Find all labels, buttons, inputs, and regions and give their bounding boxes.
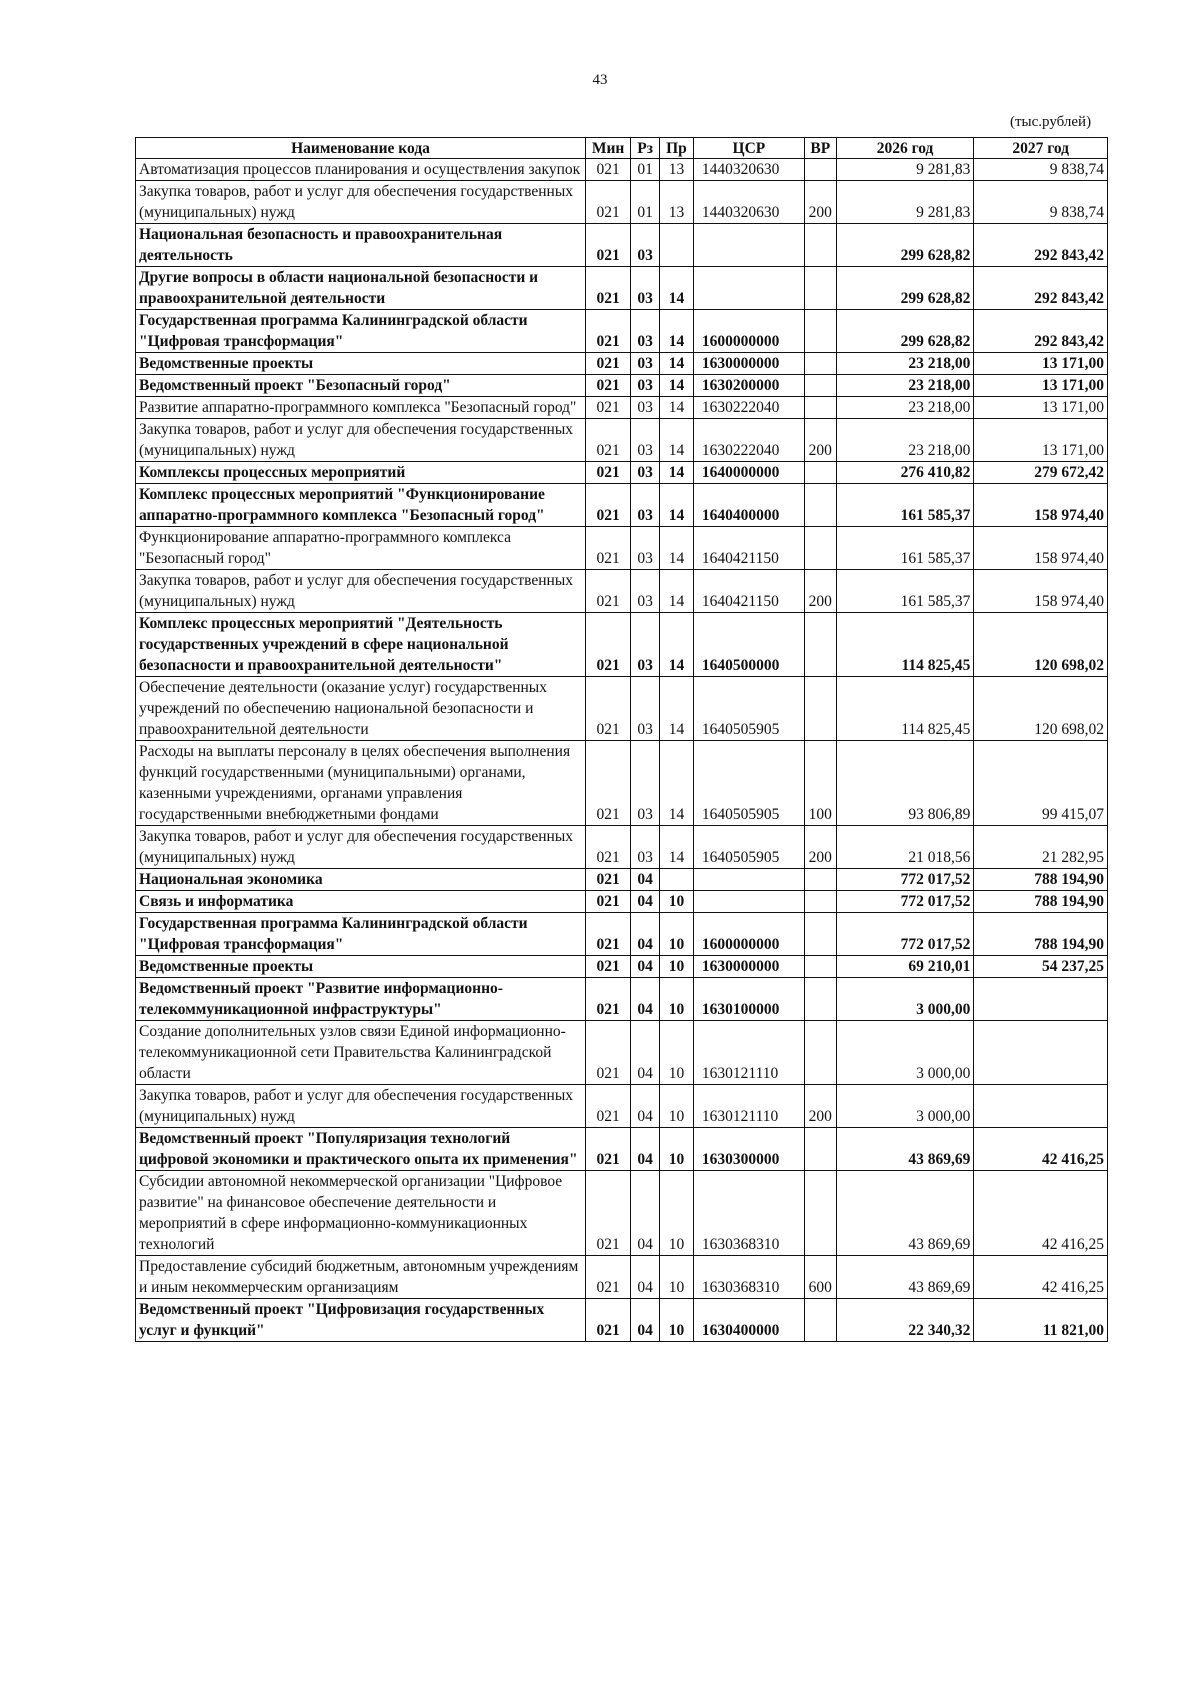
cell-2027: 279 672,42 xyxy=(974,462,1108,484)
cell-pr: 14 xyxy=(660,484,694,527)
cell-min: 021 xyxy=(586,1021,631,1085)
cell-2026: 23 218,00 xyxy=(836,397,974,419)
cell-csr: 1640400000 xyxy=(693,484,804,527)
cell-2026: 3 000,00 xyxy=(836,1021,974,1085)
table-row xyxy=(136,891,1108,913)
cell-2026: 3 000,00 xyxy=(836,978,974,1021)
cell-min: 021 xyxy=(586,869,631,891)
cell-name: Комплекс процессных мероприятий "Деятельность государственных учреждений в сфере национальной безопасности и правоохранительной деятельности" xyxy=(136,613,586,677)
cell-min: 021 xyxy=(586,826,631,869)
cell-csr: 1630400000 xyxy=(693,1299,804,1342)
cell-vr xyxy=(804,310,836,353)
cell-csr: 1440320630 xyxy=(693,181,804,224)
cell-name: Функционирование аппаратно-программного комплекса "Безопасный город" xyxy=(136,527,586,570)
cell-pr xyxy=(660,869,694,891)
cell-rz: 04 xyxy=(631,956,660,978)
cell-pr: 10 xyxy=(660,891,694,913)
cell-2026: 43 869,69 xyxy=(836,1256,974,1299)
table-row xyxy=(136,310,1108,353)
cell-min: 021 xyxy=(586,677,631,741)
cell-name: Ведомственный проект "Безопасный город" xyxy=(136,375,586,397)
cell-csr: 1640505905 xyxy=(693,826,804,869)
cell-pr: 13 xyxy=(660,181,694,224)
cell-csr: 1640421150 xyxy=(693,527,804,570)
cell-csr xyxy=(693,267,804,310)
cell-pr: 14 xyxy=(660,397,694,419)
cell-pr: 14 xyxy=(660,741,694,826)
cell-csr: 1630222040 xyxy=(693,397,804,419)
cell-min: 021 xyxy=(586,1171,631,1256)
cell-min: 021 xyxy=(586,613,631,677)
cell-csr: 1440320630 xyxy=(693,159,804,181)
cell-2027: 54 237,25 xyxy=(974,956,1108,978)
cell-csr: 1630368310 xyxy=(693,1256,804,1299)
cell-rz: 04 xyxy=(631,1085,660,1128)
cell-min: 021 xyxy=(586,570,631,613)
cell-2026: 69 210,01 xyxy=(836,956,974,978)
table-row xyxy=(136,527,1108,570)
cell-csr xyxy=(693,869,804,891)
cell-2027: 42 416,25 xyxy=(974,1128,1108,1171)
cell-csr xyxy=(693,891,804,913)
cell-rz: 03 xyxy=(631,419,660,462)
table-row xyxy=(136,224,1108,267)
cell-min: 021 xyxy=(586,978,631,1021)
cell-min: 021 xyxy=(586,397,631,419)
cell-min: 021 xyxy=(586,1256,631,1299)
cell-rz: 01 xyxy=(631,159,660,181)
page-number: 43 xyxy=(592,72,608,88)
cell-csr: 1600000000 xyxy=(693,310,804,353)
cell-2026: 161 585,37 xyxy=(836,527,974,570)
cell-name: Национальная экономика xyxy=(136,869,586,891)
cell-2026: 9 281,83 xyxy=(836,159,974,181)
cell-csr: 1630100000 xyxy=(693,978,804,1021)
table-row xyxy=(136,159,1108,181)
cell-2027: 11 821,00 xyxy=(974,1299,1108,1342)
cell-min: 021 xyxy=(586,956,631,978)
cell-pr: 14 xyxy=(660,267,694,310)
cell-pr: 10 xyxy=(660,956,694,978)
table-row xyxy=(136,677,1108,741)
cell-vr xyxy=(804,159,836,181)
cell-csr: 1600000000 xyxy=(693,913,804,956)
cell-name: Закупка товаров, работ и услуг для обеспечения государственных (муниципальных) нужд xyxy=(136,826,586,869)
cell-2026: 3 000,00 xyxy=(836,1085,974,1128)
cell-rz: 04 xyxy=(631,1256,660,1299)
cell-2027: 788 194,90 xyxy=(974,913,1108,956)
cell-2026: 43 869,69 xyxy=(836,1171,974,1256)
cell-name: Расходы на выплаты персоналу в целях обеспечения выполнения функций государственными (муниципальными) органами, казенными учреждениями, органами управления государственными внебюджетными фондами xyxy=(136,741,586,826)
cell-csr: 1630000000 xyxy=(693,353,804,375)
cell-pr: 14 xyxy=(660,353,694,375)
cell-rz: 04 xyxy=(631,891,660,913)
table-row xyxy=(136,826,1108,869)
cell-name: Ведомственный проект "Цифровизация государственных услуг и функций" xyxy=(136,1299,586,1342)
cell-vr xyxy=(804,353,836,375)
cell-min: 021 xyxy=(586,741,631,826)
table-row xyxy=(136,1256,1108,1299)
cell-vr xyxy=(804,913,836,956)
header-csr: ЦСР xyxy=(693,138,804,159)
table-row xyxy=(136,869,1108,891)
header-rz: Рз xyxy=(631,138,660,159)
cell-rz: 03 xyxy=(631,570,660,613)
cell-2027: 9 838,74 xyxy=(974,181,1108,224)
table-row xyxy=(136,397,1108,419)
cell-rz: 03 xyxy=(631,375,660,397)
cell-2027: 99 415,07 xyxy=(974,741,1108,826)
cell-csr: 1640505905 xyxy=(693,677,804,741)
cell-2027: 120 698,02 xyxy=(974,613,1108,677)
table-row xyxy=(136,1171,1108,1256)
cell-2026: 23 218,00 xyxy=(836,419,974,462)
cell-min: 021 xyxy=(586,267,631,310)
cell-vr xyxy=(804,527,836,570)
cell-name: Предоставление субсидий бюджетным, автономным учреждениям и иным некоммерческим организациям xyxy=(136,1256,586,1299)
cell-rz: 04 xyxy=(631,1171,660,1256)
cell-name: Ведомственный проект "Развитие информационно-телекоммуникационной инфраструктуры" xyxy=(136,978,586,1021)
cell-vr xyxy=(804,956,836,978)
header-min: Мин xyxy=(586,138,631,159)
cell-csr: 1640500000 xyxy=(693,613,804,677)
cell-2026: 21 018,56 xyxy=(836,826,974,869)
cell-min: 021 xyxy=(586,1128,631,1171)
cell-vr: 200 xyxy=(804,419,836,462)
cell-min: 021 xyxy=(586,353,631,375)
table-row xyxy=(136,484,1108,527)
table-row xyxy=(136,419,1108,462)
cell-vr xyxy=(804,677,836,741)
table-row xyxy=(136,741,1108,826)
cell-2027 xyxy=(974,1085,1108,1128)
cell-rz: 04 xyxy=(631,1299,660,1342)
cell-2027: 158 974,40 xyxy=(974,570,1108,613)
cell-2027: 292 843,42 xyxy=(974,310,1108,353)
table-row xyxy=(136,353,1108,375)
cell-2027: 292 843,42 xyxy=(974,224,1108,267)
cell-rz: 03 xyxy=(631,613,660,677)
cell-min: 021 xyxy=(586,1085,631,1128)
table-row xyxy=(136,913,1108,956)
table-body xyxy=(136,159,1108,1342)
cell-vr xyxy=(804,484,836,527)
cell-vr: 600 xyxy=(804,1256,836,1299)
cell-name: Национальная безопасность и правоохранительная деятельность xyxy=(136,224,586,267)
cell-pr: 14 xyxy=(660,419,694,462)
header-2026: 2026 год xyxy=(836,138,974,159)
cell-rz: 03 xyxy=(631,267,660,310)
cell-name: Закупка товаров, работ и услуг для обеспечения государственных (муниципальных) нужд xyxy=(136,181,586,224)
cell-pr: 10 xyxy=(660,1171,694,1256)
cell-pr: 13 xyxy=(660,159,694,181)
cell-2027: 788 194,90 xyxy=(974,891,1108,913)
cell-vr xyxy=(804,978,836,1021)
cell-name: Государственная программа Калининградской области "Цифровая трансформация" xyxy=(136,310,586,353)
cell-name: Комплексы процессных мероприятий xyxy=(136,462,586,484)
cell-vr xyxy=(804,224,836,267)
cell-csr: 1640421150 xyxy=(693,570,804,613)
cell-vr: 200 xyxy=(804,826,836,869)
cell-rz: 01 xyxy=(631,181,660,224)
table-row xyxy=(136,375,1108,397)
cell-csr: 1640000000 xyxy=(693,462,804,484)
cell-2027: 120 698,02 xyxy=(974,677,1108,741)
cell-csr xyxy=(693,224,804,267)
cell-vr: 100 xyxy=(804,741,836,826)
table-row xyxy=(136,956,1108,978)
cell-pr: 10 xyxy=(660,1085,694,1128)
cell-2026: 299 628,82 xyxy=(836,267,974,310)
cell-vr: 200 xyxy=(804,1085,836,1128)
cell-2027: 788 194,90 xyxy=(974,869,1108,891)
cell-min: 021 xyxy=(586,159,631,181)
cell-rz: 03 xyxy=(631,224,660,267)
cell-2026: 23 218,00 xyxy=(836,353,974,375)
cell-pr: 10 xyxy=(660,1021,694,1085)
cell-min: 021 xyxy=(586,527,631,570)
cell-rz: 03 xyxy=(631,310,660,353)
table-row xyxy=(136,613,1108,677)
cell-name: Закупка товаров, работ и услуг для обеспечения государственных (муниципальных) нужд xyxy=(136,570,586,613)
cell-2026: 23 218,00 xyxy=(836,375,974,397)
cell-csr: 1630121110 xyxy=(693,1021,804,1085)
cell-min: 021 xyxy=(586,913,631,956)
cell-min: 021 xyxy=(586,310,631,353)
cell-pr: 14 xyxy=(660,527,694,570)
cell-min: 021 xyxy=(586,891,631,913)
cell-name: Субсидии автономной некоммерческой организации "Цифровое развитие" на финансовое обеспечение деятельности и мероприятий в сфере информационно-коммуникационных технологий xyxy=(136,1171,586,1256)
cell-vr xyxy=(804,1299,836,1342)
cell-2026: 161 585,37 xyxy=(836,484,974,527)
cell-rz: 04 xyxy=(631,869,660,891)
cell-2027: 42 416,25 xyxy=(974,1171,1108,1256)
cell-pr xyxy=(660,224,694,267)
table-row xyxy=(136,1021,1108,1085)
cell-rz: 03 xyxy=(631,527,660,570)
cell-csr: 1630121110 xyxy=(693,1085,804,1128)
cell-name: Ведомственный проект "Популяризация технологий цифровой экономики и практического опыта их применения" xyxy=(136,1128,586,1171)
cell-vr: 200 xyxy=(804,570,836,613)
cell-2027: 158 974,40 xyxy=(974,484,1108,527)
cell-csr: 1630300000 xyxy=(693,1128,804,1171)
cell-2027: 21 282,95 xyxy=(974,826,1108,869)
cell-2026: 299 628,82 xyxy=(836,224,974,267)
cell-2027: 9 838,74 xyxy=(974,159,1108,181)
header-vr: ВР xyxy=(804,138,836,159)
cell-2027: 292 843,42 xyxy=(974,267,1108,310)
cell-2026: 772 017,52 xyxy=(836,891,974,913)
cell-name: Государственная программа Калининградской области "Цифровая трансформация" xyxy=(136,913,586,956)
cell-name: Ведомственные проекты xyxy=(136,956,586,978)
cell-vr xyxy=(804,1128,836,1171)
cell-vr xyxy=(804,1021,836,1085)
cell-vr xyxy=(804,891,836,913)
cell-rz: 03 xyxy=(631,677,660,741)
units-label: (тыс.рублей) xyxy=(1010,114,1092,130)
cell-rz: 04 xyxy=(631,913,660,956)
cell-min: 021 xyxy=(586,181,631,224)
cell-2027: 13 171,00 xyxy=(974,397,1108,419)
budget-table xyxy=(135,137,1108,1342)
cell-rz: 04 xyxy=(631,1021,660,1085)
cell-pr: 10 xyxy=(660,913,694,956)
cell-rz: 03 xyxy=(631,826,660,869)
cell-pr: 14 xyxy=(660,826,694,869)
cell-2026: 772 017,52 xyxy=(836,869,974,891)
cell-vr xyxy=(804,869,836,891)
table-row xyxy=(136,570,1108,613)
cell-name: Закупка товаров, работ и услуг для обеспечения государственных (муниципальных) нужд xyxy=(136,419,586,462)
cell-2027: 13 171,00 xyxy=(974,353,1108,375)
cell-pr: 14 xyxy=(660,613,694,677)
cell-vr xyxy=(804,1171,836,1256)
cell-name: Связь и информатика xyxy=(136,891,586,913)
table-row xyxy=(136,181,1108,224)
cell-name: Автоматизация процессов планирования и осуществления закупок xyxy=(136,159,586,181)
cell-min: 021 xyxy=(586,375,631,397)
cell-min: 021 xyxy=(586,419,631,462)
cell-2027: 158 974,40 xyxy=(974,527,1108,570)
cell-csr: 1640505905 xyxy=(693,741,804,826)
cell-pr: 14 xyxy=(660,310,694,353)
cell-name: Другие вопросы в области национальной безопасности и правоохранительной деятельности xyxy=(136,267,586,310)
cell-rz: 03 xyxy=(631,484,660,527)
cell-name: Закупка товаров, работ и услуг для обеспечения государственных (муниципальных) нужд xyxy=(136,1085,586,1128)
cell-csr: 1630200000 xyxy=(693,375,804,397)
cell-min: 021 xyxy=(586,1299,631,1342)
cell-2027: 42 416,25 xyxy=(974,1256,1108,1299)
cell-pr: 10 xyxy=(660,1128,694,1171)
cell-name: Создание дополнительных узлов связи Единой информационно-телекоммуникационной сети Правительства Калининградской области xyxy=(136,1021,586,1085)
cell-pr: 14 xyxy=(660,570,694,613)
header-name: Наименование кода xyxy=(136,138,586,159)
cell-rz: 04 xyxy=(631,978,660,1021)
cell-2026: 114 825,45 xyxy=(836,677,974,741)
cell-csr: 1630000000 xyxy=(693,956,804,978)
cell-rz: 03 xyxy=(631,397,660,419)
cell-2027 xyxy=(974,1021,1108,1085)
cell-2027 xyxy=(974,978,1108,1021)
table-header-row xyxy=(136,138,1108,159)
cell-2026: 772 017,52 xyxy=(836,913,974,956)
table-row xyxy=(136,1299,1108,1342)
table-row xyxy=(136,267,1108,310)
cell-name: Ведомственные проекты xyxy=(136,353,586,375)
cell-csr: 1630222040 xyxy=(693,419,804,462)
cell-pr: 10 xyxy=(660,978,694,1021)
table-row xyxy=(136,1085,1108,1128)
cell-name: Обеспечение деятельности (оказание услуг) государственных учреждений по обеспечению национальной безопасности и правоохранительной деятельности xyxy=(136,677,586,741)
cell-2026: 43 869,69 xyxy=(836,1128,974,1171)
table-row xyxy=(136,1128,1108,1171)
cell-pr: 10 xyxy=(660,1256,694,1299)
cell-rz: 03 xyxy=(631,353,660,375)
cell-rz: 03 xyxy=(631,462,660,484)
table-row xyxy=(136,462,1108,484)
cell-2027: 13 171,00 xyxy=(974,419,1108,462)
header-pr: Пр xyxy=(660,138,694,159)
cell-min: 021 xyxy=(586,462,631,484)
cell-2026: 22 340,32 xyxy=(836,1299,974,1342)
cell-rz: 04 xyxy=(631,1128,660,1171)
cell-pr: 10 xyxy=(660,1299,694,1342)
cell-pr: 14 xyxy=(660,375,694,397)
cell-vr xyxy=(804,613,836,677)
cell-min: 021 xyxy=(586,484,631,527)
cell-vr xyxy=(804,462,836,484)
cell-csr: 1630368310 xyxy=(693,1171,804,1256)
cell-2026: 299 628,82 xyxy=(836,310,974,353)
cell-min: 021 xyxy=(586,224,631,267)
cell-vr: 200 xyxy=(804,181,836,224)
table-row xyxy=(136,978,1108,1021)
header-2027: 2027 год xyxy=(974,138,1108,159)
cell-2026: 93 806,89 xyxy=(836,741,974,826)
cell-name: Комплекс процессных мероприятий "Функционирование аппаратно-программного комплекса "Безопасный город" xyxy=(136,484,586,527)
cell-2027: 13 171,00 xyxy=(974,375,1108,397)
cell-name: Развитие аппаратно-программного комплекса "Безопасный город" xyxy=(136,397,586,419)
cell-2026: 114 825,45 xyxy=(836,613,974,677)
cell-rz: 03 xyxy=(631,741,660,826)
cell-vr xyxy=(804,267,836,310)
cell-2026: 161 585,37 xyxy=(836,570,974,613)
cell-vr xyxy=(804,375,836,397)
cell-2026: 276 410,82 xyxy=(836,462,974,484)
cell-pr: 14 xyxy=(660,677,694,741)
cell-vr xyxy=(804,397,836,419)
cell-2026: 9 281,83 xyxy=(836,181,974,224)
cell-pr: 14 xyxy=(660,462,694,484)
